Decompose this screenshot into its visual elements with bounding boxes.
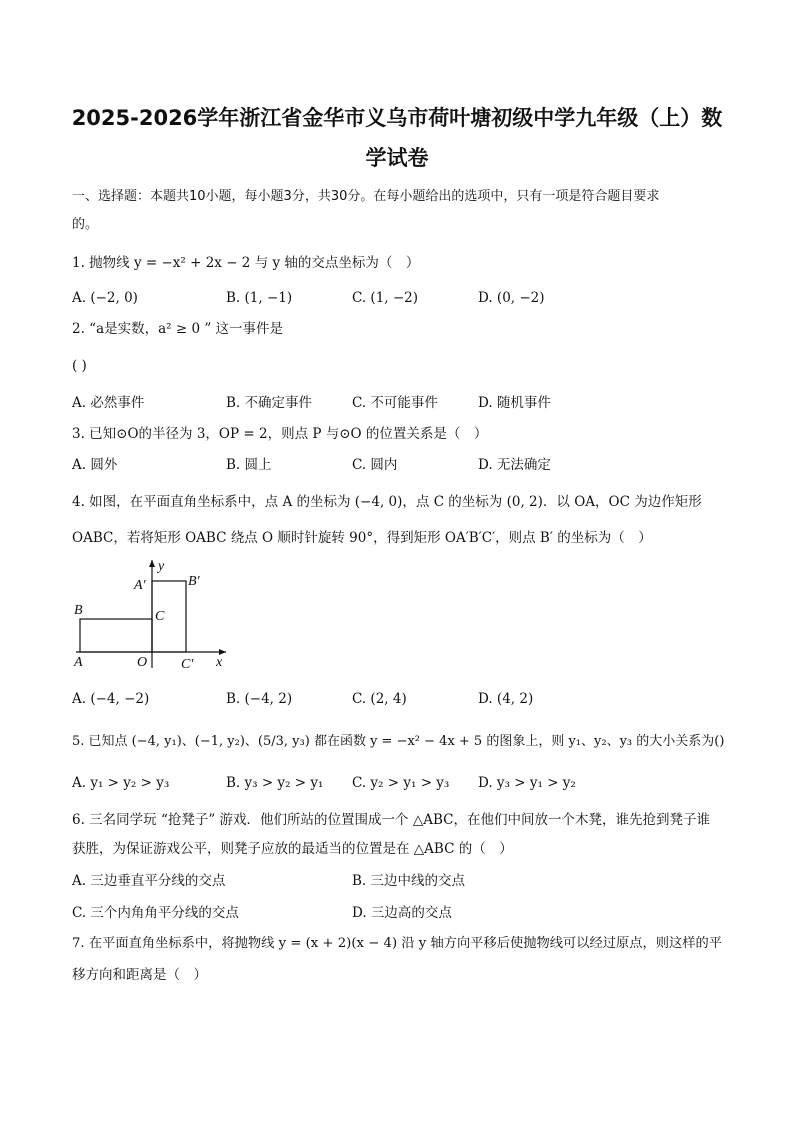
y-axis-arrow-icon xyxy=(149,560,155,567)
question-4-option-b: B. (−4, 2) xyxy=(226,691,293,707)
question-5-option-b: B. y₃ > y₂ > y₁ xyxy=(226,775,324,791)
question-6-option-c: C. 三个内角角平分线的交点 xyxy=(72,905,239,921)
question-4-stem-line-1: 4. 如图，在平面直角坐标系中，点 A 的坐标为 (−4, 0)，点 C 的坐标为 (0, 2)．以 OA，OC 为边作矩形 xyxy=(72,494,702,510)
label-c: C xyxy=(155,609,165,624)
question-5-option-c: C. y₂ > y₁ > y₃ xyxy=(352,775,450,791)
question-2-option-c: C. 不可能事件 xyxy=(352,395,438,411)
question-5-stem: 5. 已知点 (−4, y₁)、(−1, y₂)、(5/3, y₃) 都在函数 y = −x² − 4x + 5 的图象上，则 y₁、y₂、y₃ 的大小关系为() xyxy=(72,734,725,749)
question-1-option-d: D. (0, −2) xyxy=(478,290,545,306)
question-3-option-c: C. 圆内 xyxy=(352,457,398,473)
question-2-option-b: B. 不确定事件 xyxy=(226,395,313,411)
question-6-option-b: B. 三边中线的交点 xyxy=(352,873,466,889)
question-1-option-a: A. (−2, 0) xyxy=(72,290,138,306)
label-a: A xyxy=(74,655,83,670)
label-b-prime: B′ xyxy=(188,574,200,589)
question-6-stem-line-2: 获胜，为保证游戏公平，则凳子应放的最适当的位置是在 △ABC 的（ ） xyxy=(72,841,513,857)
question-6-option-a: A. 三边垂直平分线的交点 xyxy=(72,873,226,889)
question-5-option-a: A. y₁ > y₂ > y₃ xyxy=(72,775,170,791)
question-6-option-d: D. 三边高的交点 xyxy=(352,905,452,921)
question-3-option-a: A. 圆外 xyxy=(72,457,118,473)
question-2-option-d: D. 随机事件 xyxy=(478,395,551,411)
label-b: B xyxy=(74,603,83,618)
label-y: y xyxy=(158,559,165,574)
question-5-option-d: D. y₃ > y₁ > y₂ xyxy=(478,775,576,791)
question-3-option-b: B. 圆上 xyxy=(226,457,272,473)
question-3-stem: 3. 已知⊙O的半径为 3，OP = 2，则点 P 与⊙O 的位置关系是（ ） xyxy=(72,426,488,442)
rectangle-rotation-figure xyxy=(66,552,236,670)
question-2-stem: 2. “a是实数，a² ≥ 0 ” 这一事件是 xyxy=(72,321,284,337)
question-4-stem-line-2: OABC，若将矩形 OABC 绕点 O 顺时针旋转 90°，得到矩形 OA′B′C′，则点 B′ 的坐标为（ ） xyxy=(72,530,652,546)
section-instruction-line-1: 一、选择题：本题共10小题，每小题3分，共30分。在每小题给出的选项中，只有一项是符合题目要求 xyxy=(72,189,660,204)
question-4-option-d: D. (4, 2) xyxy=(478,691,534,707)
rectangle-oabc xyxy=(80,619,152,652)
question-1-option-b: B. (1, −1) xyxy=(226,290,293,306)
question-7-stem-line-1: 7. 在平面直角坐标系中，将抛物线 y = (x + 2)(x − 4) 沿 y 轴方向平移后使抛物线可以经过原点，则这样的平 xyxy=(72,936,722,951)
question-1-option-c: C. (1, −2) xyxy=(352,290,419,306)
section-instruction-line-2: 的。 xyxy=(72,217,99,232)
question-7-stem-line-2: 移方向和距离是（ ） xyxy=(72,967,207,983)
question-4-option-a: A. (−4, −2) xyxy=(72,691,150,707)
question-3-option-d: D. 无法确定 xyxy=(478,457,551,473)
question-2-option-a: A. 必然事件 xyxy=(72,395,145,411)
question-4-option-c: C. (2, 4) xyxy=(352,691,407,707)
label-o: O xyxy=(137,655,148,670)
question-1-stem: 1. 抛物线 y = −x² + 2x − 2 与 y 轴的交点坐标为（ ） xyxy=(72,255,420,271)
question-2-parentheses: ( ) xyxy=(72,358,87,374)
question-6-stem-line-1: 6. 三名同学玩 “抢凳子” 游戏．他们所站的位置围成一个 △ABC，在他们中间放一个木凳，谁先抢到凳子谁 xyxy=(72,812,710,828)
label-x: x xyxy=(216,655,223,670)
exam-title-line-2: 学试卷 xyxy=(365,146,429,170)
label-a-prime: A′ xyxy=(134,578,146,593)
label-c-prime: C′ xyxy=(181,657,194,670)
exam-title-line-1: 2025-2026学年浙江省金华市义乌市荷叶塘初级中学九年级（上）数 xyxy=(71,106,723,130)
